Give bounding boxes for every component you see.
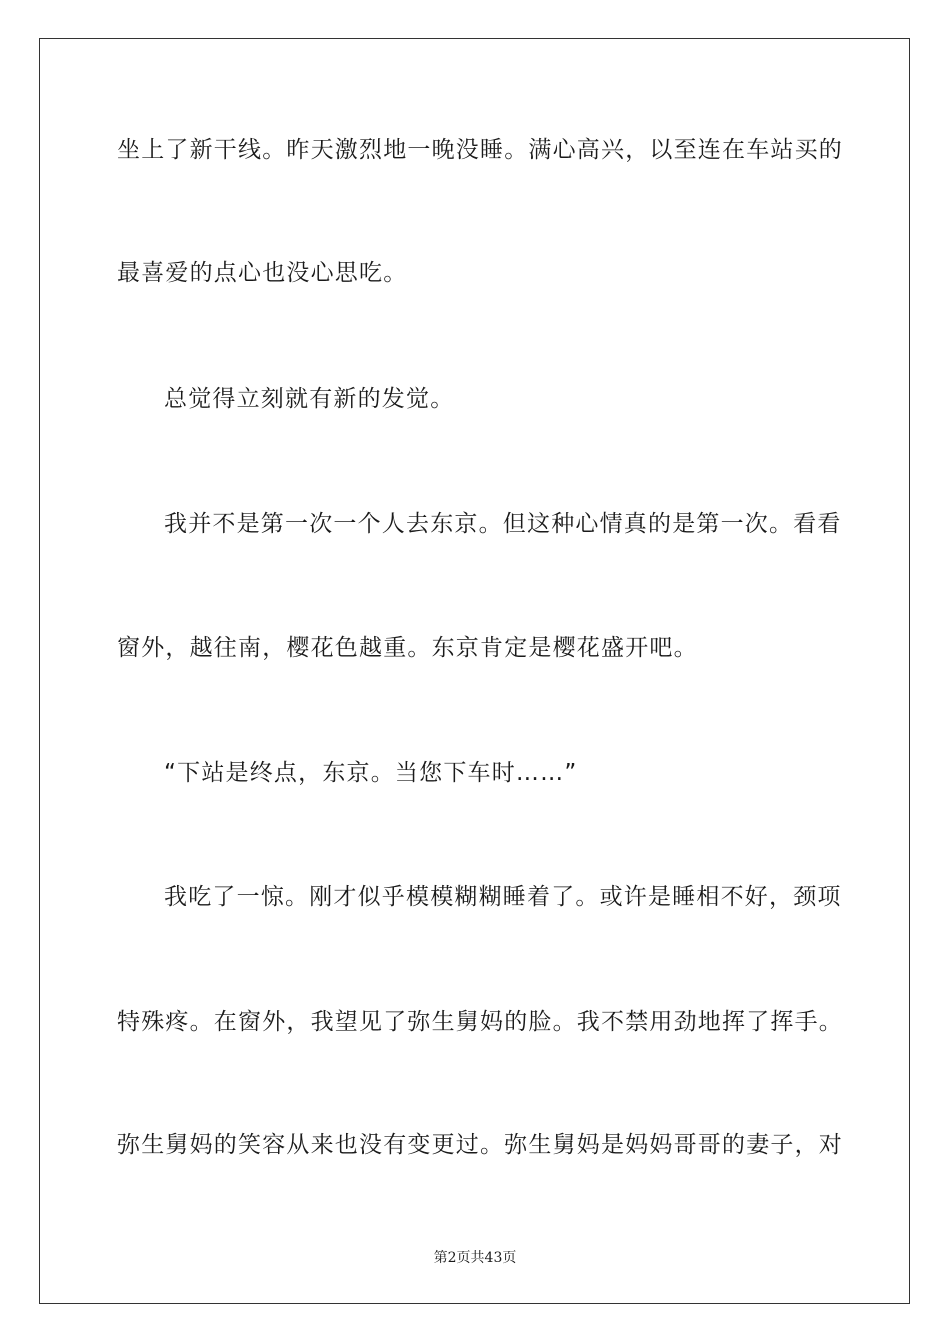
text-line: 特殊疼。在窗外，我望见了弥生舅妈的脸。我不禁用劲地挥了挥手。 [117,1009,843,1035]
text-line: 窗外，越往南，樱花色越重。东京肯定是樱花盛开吧。 [117,635,698,661]
paragraph-first-line: “下站是终点，东京。当您下车时……” [164,760,578,786]
text-line: 坐上了新干线。昨天激烈地一晚没睡。满心高兴，以至连在车站买的 [117,137,843,163]
page-frame [39,38,910,1304]
page-footer [0,1249,950,1267]
paragraph-first-line: 我并不是第一次一个人去东京。但这种心情真的是第一次。看看 [164,511,842,537]
text-line: 弥生舅妈的笑容从来也没有变更过。弥生舅妈是妈妈哥哥的妻子，对 [117,1132,843,1158]
paragraph-first-line: 总觉得立刻就有新的发觉。 [164,386,455,412]
text-line: 最喜爱的点心也没心思吃。 [117,260,408,286]
total-pages: 共43页 [470,1250,517,1266]
page-number: 第2页 [433,1250,471,1266]
paragraph-first-line: 我吃了一惊。刚才似乎模模糊糊睡着了。或许是睡相不好，颈项 [164,884,842,910]
